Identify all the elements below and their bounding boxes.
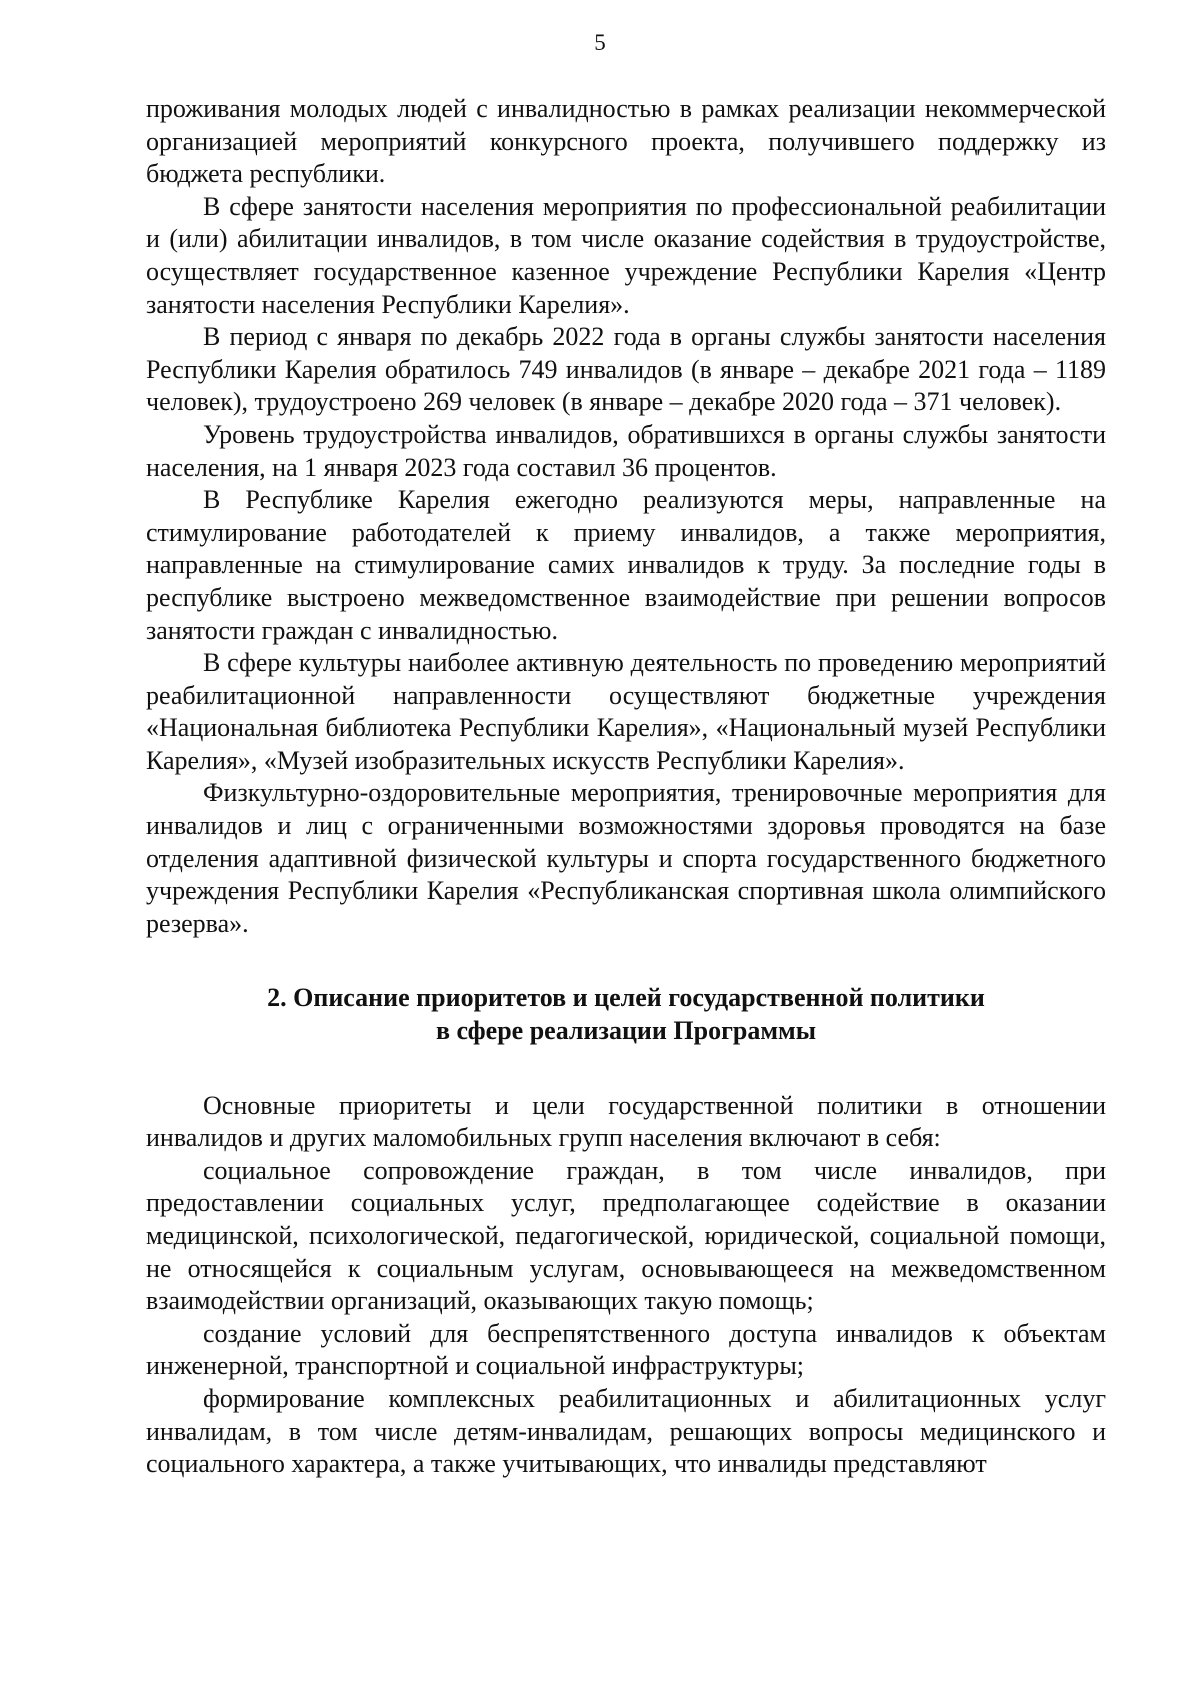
paragraph-accessibility: создание условий для беспрепятственного доступа инвалидов к объектам инженерной, транспортной и социальной инфраструктуры; xyxy=(146,1318,1106,1381)
document-body xyxy=(146,93,1106,1481)
paragraph-employment-statistics: В период с января по декабрь 2022 года в органы службы занятости населения Республики Карелия обратилось 749 инвалидов (в январе – декабре 2021 года – 1189 человек), трудоустроено 269 человек (в январе – декабре 2020 года – 371 человек). xyxy=(146,322,1106,417)
paragraph-continuation: проживания молодых людей с инвалидностью в рамках реализации некоммерческой организацией мероприятий конкурсного проекта, получившего поддержку из бюджета республики. xyxy=(146,94,1106,189)
paragraph-employer-incentives: В Республике Карелия ежегодно реализуются меры, направленные на стимулирование работодателей к приему инвалидов, а также мероприятия, направленные на стимулирование самих инвалидов к труду. За последние годы в республике выстроено межведомственное взаимодействие при решении вопросов занятости граждан с инвалидностью. xyxy=(146,485,1106,645)
section-heading xyxy=(146,982,1106,1047)
paragraph-employment-rehabilitation: В сфере занятости населения мероприятия по профессиональной реабилитации и (или) абилитации инвалидов, в том числе оказание содействия в трудоустройстве, осуществляет государственное казенное учреждение Республики Карелия «Центр занятости населения Республики Карелия». xyxy=(146,191,1106,319)
paragraph-priorities-intro: Основные приоритеты и цели государственной политики в отношении инвалидов и других маломобильных групп населения включают в себя: xyxy=(146,1090,1106,1153)
section-heading-line-1: 2. Описание приоритетов и целей государственной политики xyxy=(267,983,985,1013)
paragraph-adaptive-sports: Физкультурно-оздоровительные мероприятия, тренировочные мероприятия для инвалидов и лиц с ограниченными возможностями здоровья проводятся на базе отделения адаптивной физической культуры и спорта государственного бюджетного учреждения Республики Карелия «Республиканская спортивная школа олимпийского резерва». xyxy=(146,778,1106,938)
paragraph-employment-level: Уровень трудоустройства инвалидов, обратившихся в органы службы занятости населения, на 1 января 2023 года составил 36 процентов. xyxy=(146,419,1106,482)
paragraph-culture-institutions: В сфере культуры наиболее активную деятельность по проведению мероприятий реабилитационной направленности осуществляют бюджетные учреждения «Национальная библиотека Республики Карелия», «Национальный музей Республики Карелия», «Музей изобразительных искусств Республики Карелия». xyxy=(146,648,1106,775)
section-heading-line-2: в сфере реализации Программы xyxy=(435,1016,817,1046)
paragraph-social-support: социальное сопровождение граждан, в том числе инвалидов, при предоставлении социальных услуг, предполагающее содействие в оказании медицинской, психологической, педагогической, юридической, социальной помощи, не относящейся к социальным услугам, основывающееся на межведомственном взаимодействии организаций, оказывающих такую помощь; xyxy=(146,1155,1106,1316)
page-number: 5 xyxy=(594,30,606,55)
paragraph-rehabilitation-services: формирование комплексных реабилитационных и абилитационных услуг инвалидам, в том числе детям-инвалидам, решающих вопросы медицинского и социального характера, а также учитывающих, что инвалиды представляют xyxy=(146,1383,1106,1479)
